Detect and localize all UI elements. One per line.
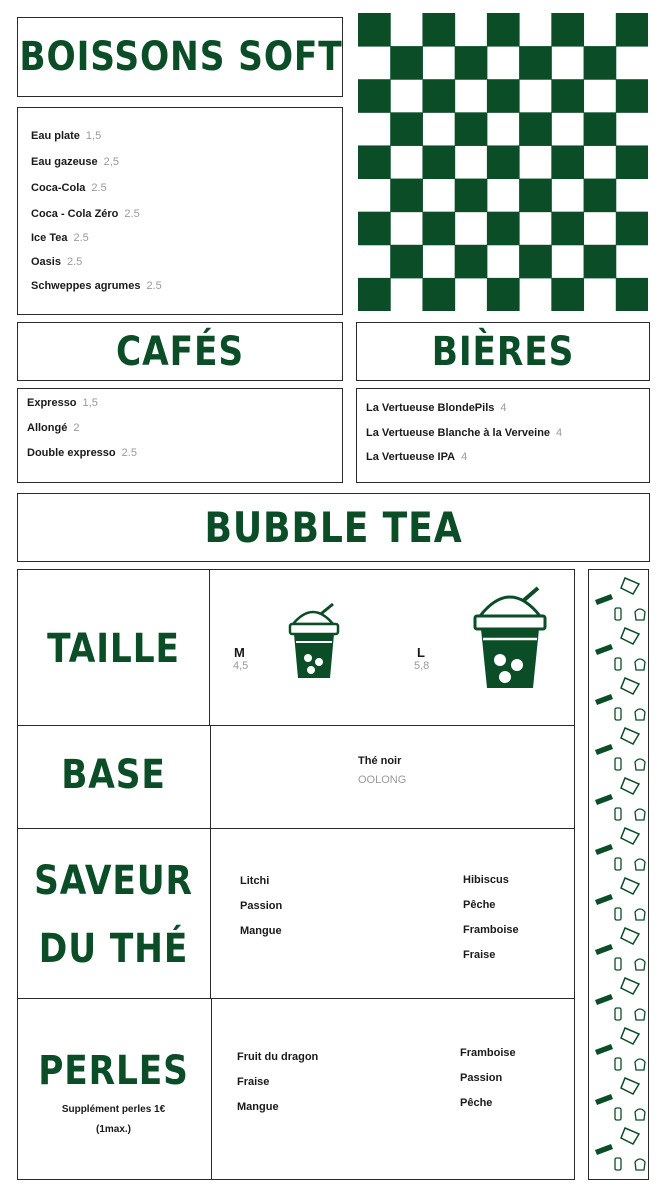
checker-square xyxy=(422,212,455,246)
checker-square xyxy=(616,145,648,179)
checker-square xyxy=(551,278,584,311)
base-tea-label: Thé noir xyxy=(358,755,402,767)
sandwich-icon xyxy=(621,928,639,944)
sandwich-icon xyxy=(621,628,639,644)
soft-list-box xyxy=(17,107,343,315)
grid-divider xyxy=(211,999,212,1179)
saveur-item: Fraise xyxy=(463,949,496,961)
sandwich-icon xyxy=(621,1128,639,1144)
checker-square xyxy=(551,212,584,246)
wrap-icon xyxy=(595,694,613,705)
wrap-icon xyxy=(595,744,613,755)
checker-square xyxy=(487,212,520,246)
saveur-title-line1: SAVEUR xyxy=(34,858,193,904)
checker-square xyxy=(584,46,617,80)
saveur-item: Framboise xyxy=(463,924,519,936)
saveur-item: Hibiscus xyxy=(463,874,509,886)
soft-item: Eau gazeuse 2,5 xyxy=(31,156,119,168)
grid-divider xyxy=(210,725,211,999)
bottle-icon xyxy=(615,708,621,720)
wrap-icon xyxy=(595,1094,613,1105)
cafe-item: Double expresso 2.5 xyxy=(27,447,137,459)
checker-square xyxy=(358,212,391,246)
wrap-icon xyxy=(595,1144,613,1155)
checker-square xyxy=(390,179,423,213)
perles-item: Fruit du dragon xyxy=(237,1051,319,1063)
snack-pattern xyxy=(589,570,648,1179)
small-cup-icon xyxy=(287,602,341,682)
saveur-item: Passion xyxy=(240,900,283,912)
checker-square xyxy=(616,13,648,47)
checker-square xyxy=(519,179,552,213)
checker-square xyxy=(551,13,584,47)
bieres-title-box xyxy=(356,322,650,381)
saveur-item: Litchi xyxy=(240,875,270,887)
checker-square xyxy=(455,245,488,279)
soft-item: Coca-Cola 2.5 xyxy=(31,182,107,194)
checker-square xyxy=(487,145,520,179)
wrap-icon xyxy=(595,644,613,655)
bottle-icon xyxy=(615,1158,621,1170)
grid-divider xyxy=(18,828,574,829)
saveur-item: Pêche xyxy=(463,899,496,911)
perles-title: PERLES xyxy=(38,1048,189,1094)
cup-icon xyxy=(635,1109,645,1120)
bottle-icon xyxy=(615,658,621,670)
perles-item: Mangue xyxy=(237,1101,279,1113)
size-m-label: M xyxy=(234,645,245,660)
wrap-icon xyxy=(595,1044,613,1055)
checker-square xyxy=(487,79,520,113)
sandwich-icon xyxy=(621,778,639,794)
wrap-icon xyxy=(595,794,613,805)
cup-icon xyxy=(635,609,645,620)
perles-item: Framboise xyxy=(460,1047,516,1059)
biere-item: La Vertueuse BlondePils 4 xyxy=(366,402,507,414)
cafes-list-box xyxy=(17,388,343,483)
soft-title-box xyxy=(17,17,343,97)
cafes-title: CAFÉS xyxy=(116,329,244,375)
cup-icon xyxy=(635,959,645,970)
checker-square xyxy=(584,179,617,213)
checker-square xyxy=(551,145,584,179)
perles-note-max: (1max.) xyxy=(95,1124,131,1135)
checker-square xyxy=(422,278,455,311)
bottle-icon xyxy=(615,808,621,820)
checker-square xyxy=(422,79,455,113)
size-m-price: 4,5 xyxy=(233,660,249,672)
cup-icon xyxy=(635,1059,645,1070)
grid-divider xyxy=(18,998,574,999)
cup-icon xyxy=(635,909,645,920)
cafes-title-box xyxy=(17,322,343,381)
checkerboard-pattern xyxy=(358,13,648,311)
bottle-icon xyxy=(615,958,621,970)
checker-square xyxy=(390,112,423,146)
checker-square xyxy=(487,278,520,311)
perles-note: Supplément perles 1€ xyxy=(61,1104,166,1115)
sandwich-icon xyxy=(621,728,639,744)
checker-square xyxy=(422,13,455,47)
cup-icon xyxy=(635,659,645,670)
checker-square xyxy=(358,79,391,113)
grid-divider xyxy=(18,725,574,726)
large-cup-icon xyxy=(472,584,548,690)
soft-item: Eau plate 1,5 xyxy=(31,130,102,142)
sandwich-icon xyxy=(621,878,639,894)
checker-square xyxy=(487,13,520,47)
saveur-title-line2: DU THÉ xyxy=(38,926,189,972)
checker-square xyxy=(551,79,584,113)
bottle-icon xyxy=(615,758,621,770)
cup-icon xyxy=(635,809,645,820)
base-title: BASE xyxy=(61,752,166,798)
sandwich-icon xyxy=(621,1028,639,1044)
cafe-item: Allongé 2 xyxy=(27,422,80,434)
decorative-strip xyxy=(588,569,649,1180)
biere-item: La Vertueuse Blanche à la Verveine 4 xyxy=(366,427,563,439)
size-l-label: L xyxy=(417,645,425,660)
wrap-icon xyxy=(595,894,613,905)
perles-item: Pêche xyxy=(460,1097,493,1109)
taille-title: TAILLE xyxy=(47,626,180,672)
saveur-item: Mangue xyxy=(240,925,282,937)
sandwich-icon xyxy=(621,578,639,594)
cup-icon xyxy=(635,859,645,870)
grid-divider xyxy=(209,570,210,725)
sandwich-icon xyxy=(621,828,639,844)
perles-item: Passion xyxy=(460,1072,503,1084)
checker-square xyxy=(390,46,423,80)
checker-square xyxy=(519,245,552,279)
bottle-icon xyxy=(615,858,621,870)
bubble-title-box xyxy=(17,493,650,562)
soft-title: BOISSONS SOFT xyxy=(19,34,343,80)
sandwich-icon xyxy=(621,1078,639,1094)
bottle-icon xyxy=(615,908,621,920)
bieres-title: BIÈRES xyxy=(431,329,575,375)
wrap-icon xyxy=(595,994,613,1005)
bottle-icon xyxy=(615,1008,621,1020)
checker-square xyxy=(616,79,648,113)
checker-square xyxy=(519,46,552,80)
wrap-icon xyxy=(595,944,613,955)
cup-icon xyxy=(635,1159,645,1170)
bubble-title: BUBBLE TEA xyxy=(204,503,463,552)
checker-square xyxy=(455,112,488,146)
cup-icon xyxy=(635,709,645,720)
size-l-price: 5,8 xyxy=(414,660,430,672)
checker-square xyxy=(390,245,423,279)
sandwich-icon xyxy=(621,678,639,694)
checker-square xyxy=(584,112,617,146)
cup-icon xyxy=(635,1009,645,1020)
cafe-item: Expresso 1,5 xyxy=(27,397,98,409)
bottle-icon xyxy=(615,1108,621,1120)
soft-item: Schweppes agrumes 2.5 xyxy=(31,280,162,292)
checker-square xyxy=(358,278,391,311)
checker-square xyxy=(616,212,648,246)
bottle-icon xyxy=(615,1058,621,1070)
perles-item: Fraise xyxy=(237,1076,270,1088)
checker-square xyxy=(455,46,488,80)
soft-item: Coca - Cola Zéro 2.5 xyxy=(31,208,140,220)
wrap-icon xyxy=(595,594,613,605)
sandwich-icon xyxy=(621,978,639,994)
base-tea-variety: OOLONG xyxy=(358,774,407,786)
bieres-list-box xyxy=(356,388,650,483)
checker-square xyxy=(358,13,391,47)
checker-square xyxy=(358,145,391,179)
soft-item: Ice Tea 2.5 xyxy=(31,232,89,244)
checker-square xyxy=(584,245,617,279)
wrap-icon xyxy=(595,844,613,855)
bottle-icon xyxy=(615,608,621,620)
cup-icon xyxy=(635,759,645,770)
checker-square xyxy=(519,112,552,146)
checker-square xyxy=(422,145,455,179)
soft-item: Oasis 2.5 xyxy=(31,256,83,268)
biere-item: La Vertueuse IPA 4 xyxy=(366,451,468,463)
checker-square xyxy=(455,179,488,213)
checker-square xyxy=(616,278,648,311)
